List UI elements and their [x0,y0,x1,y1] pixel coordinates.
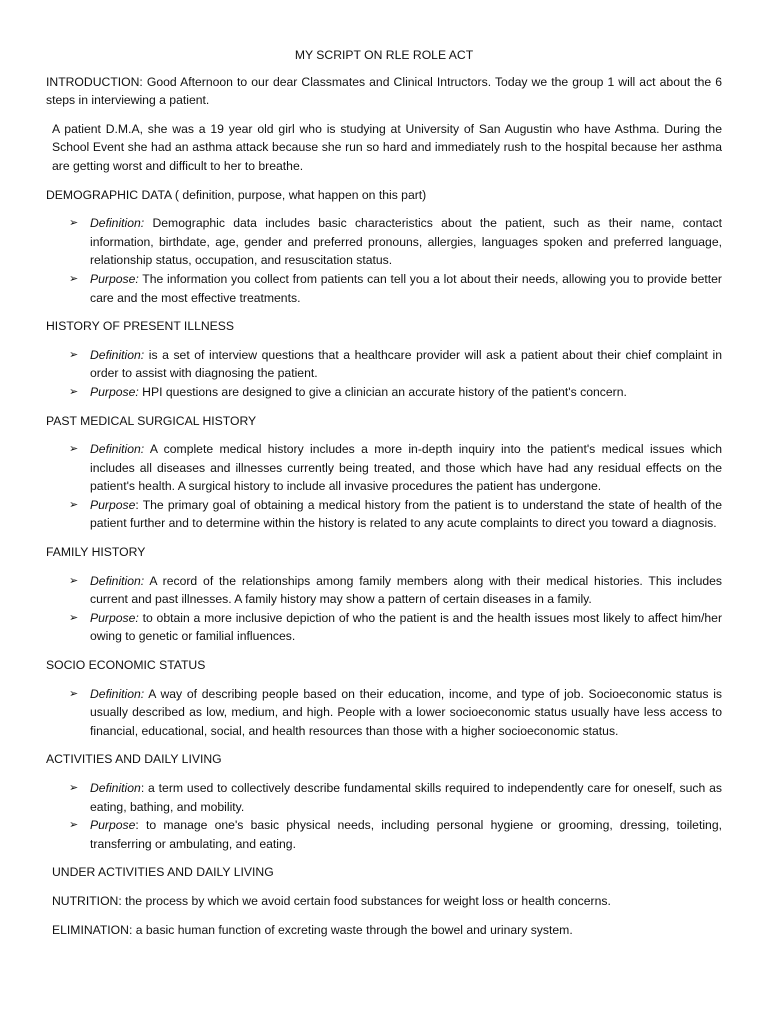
item-term: Definition: [90,573,145,588]
item-text: The information you collect from patients can tell you a lot about their needs, allowing you to provide better care and the most effective treatments. [90,271,722,305]
list-item [69,496,722,533]
arrow-bullet-icon: ➢ [69,498,79,511]
elimination-paragraph: ELIMINATION: a basic human function of excreting waste through the bowel and urinary system. [52,922,573,937]
under-activities-heading: UNDER ACTIVITIES AND DAILY LIVING [52,865,274,880]
item-text: : a term used to collectively describe fundamental skills required to independently care for oneself, such as eating, bathing, and mobility. [90,781,722,814]
section-heading: HISTORY OF PRESENT ILLNESS [46,319,235,334]
section-past-medical [46,412,722,534]
list-item [69,214,722,270]
patient-paragraph: A patient D.M.A, she was a 19 year old girl who is studying at University of San Augustin who have Asthma. During the School Event she had an asthma attack because she run so hard and immediately rush to the hospital because her asthma are getting worst and difficult to her to breathe. [52,121,722,173]
document-title: MY SCRIPT ON RLE ROLE ACT [294,48,474,62]
section-socio-economic [46,656,722,740]
bullet-list [46,685,722,741]
item-text: A complete medical history includes a more in-depth inquiry into the patient's medical issues which includes all diseases and illnesses currently being treated, and those which have had any residual effects on the patient's health. A surgical history to include all invasive procedures the patient has undergone. [90,442,722,494]
item-term: Definition: [90,216,145,231]
list-item [69,572,722,609]
arrow-bullet-icon: ➢ [69,611,79,624]
bullet-list [46,440,722,533]
section-activities [46,750,722,853]
item-term: Purpose: [90,271,139,286]
arrow-bullet-icon: ➢ [69,385,79,398]
section-family-history [46,543,722,646]
item-term: Purpose: [90,610,139,625]
arrow-bullet-icon: ➢ [69,217,79,230]
section-heading: ACTIVITIES AND DAILY LIVING [46,752,222,767]
item-term: Definition: [90,686,145,701]
arrow-bullet-icon: ➢ [69,819,79,832]
item-term: Purpose [90,818,136,833]
section-heading: SOCIO ECONOMIC STATUS [46,658,206,673]
list-item [69,383,722,402]
arrow-bullet-icon: ➢ [69,443,79,456]
list-item [69,816,722,853]
introduction-paragraph: INTRODUCTION: Good Afternoon to our dear Classmates and Clinical Intructors. Today we the group 1 will act about the 6 steps in interviewing a patient. [46,74,722,108]
list-item [69,685,722,741]
nutrition-paragraph: NUTRITION: the process by which we avoid certain food substances for weight loss or health concerns. [52,893,611,908]
item-text: to obtain a more inclusive depiction of who the patient is and the health issues most likely to affect him/her owing to genetic or familial influences. [90,610,722,644]
section-demographic [46,186,722,308]
list-item [69,346,722,383]
list-item [69,270,722,307]
arrow-bullet-icon: ➢ [69,348,79,361]
item-text: HPI questions are designed to give a clinician an accurate history of the patient's concern. [138,384,627,399]
bullet-list [46,346,722,402]
bullet-list [46,214,722,307]
arrow-bullet-icon: ➢ [69,574,79,587]
item-text: Demographic data includes basic characteristics about the patient, such as their name, contact information, birthdate, age, gender and preferred pronouns, allergies, languages spoken and preferred language, relationship status, occupation, and resuscitation status. [90,216,722,268]
section-heading: PAST MEDICAL SURGICAL HISTORY [46,413,257,428]
section-present-illness [46,317,722,401]
list-item [69,609,722,646]
list-item [69,440,722,496]
item-text: : The primary goal of obtaining a medical history from the patient is to understand the state of health of the patient further and to determine within the history is related to any acute complaints to direct you toward a diagnosis. [90,497,722,531]
bullet-list [46,779,722,853]
item-term: Purpose: [90,384,139,399]
item-text: A way of describing people based on their education, income, and type of job. Socioeconomic status is usually described as low, medium, and high. People with a lower socioeconomic status usually have less access to financial, educational, social, and health resources than those with a higher socioeconomic status. [90,686,722,738]
arrow-bullet-icon: ➢ [69,782,79,794]
arrow-bullet-icon: ➢ [69,687,79,700]
item-text: A record of the relationships among family members along with their medical histories. This includes current and past illnesses. A family history may show a pattern of certain diseases in a family. [90,573,722,607]
list-item [69,779,722,816]
item-term: Definition: [90,442,145,457]
item-term: Definition [90,781,141,795]
arrow-bullet-icon: ➢ [69,272,79,285]
item-text: is a set of interview questions that a healthcare provider will ask a patient about their chief complaint in order to assist with diagnosing the patient. [90,347,722,381]
item-term: Definition: [90,347,145,362]
bullet-list [46,572,722,646]
item-text: : to manage one's basic physical needs, including personal hygiene or grooming, dressing, toileting, transferring or ambulating, and eating. [90,818,722,851]
section-heading: DEMOGRAPHIC DATA ( definition, purpose, what happen on this part) [46,187,427,202]
item-term: Purpose [90,497,136,512]
section-heading: FAMILY HISTORY [46,545,146,560]
